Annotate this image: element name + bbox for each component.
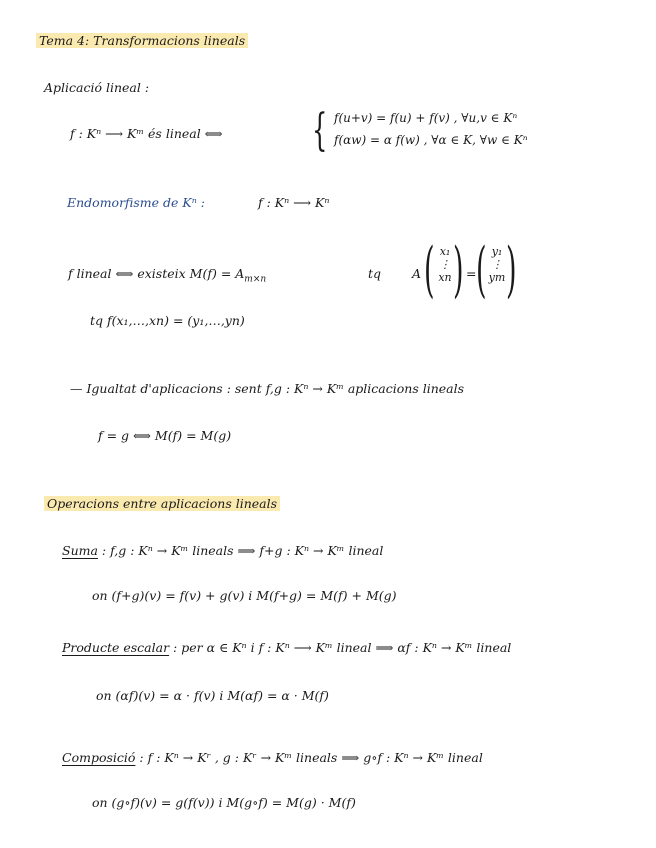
scalar-product-label: Producte escalar [62, 640, 170, 655]
scalar-product-text: : per α ∈ Kⁿ i f : Kⁿ ⟶ Kᵐ lineal ⟹ αf : Kⁿ → Kᵐ lineal [173, 640, 512, 655]
left-paren-y: ( [476, 235, 487, 305]
vector-x-last: xn [438, 271, 452, 284]
linear-condition-homogeneity: f(αw) = α f(w) , ∀α ∈ K, ∀w ∈ Kⁿ [334, 133, 528, 147]
equality-of-maps-line: — Igualtat d'aplicacions : sent f,g : Kⁿ → Kᵐ aplicacions lineals [70, 381, 465, 396]
equality-condition: f = g ⟺ M(f) = M(g) [98, 428, 232, 443]
right-paren-x: ) [453, 235, 464, 305]
right-paren-y: ) [506, 235, 517, 305]
scalar-product-line [62, 640, 511, 655]
tq-mapping-line: tq f(x₁,…,xn) = (y₁,…,yn) [90, 313, 245, 328]
scalar-product-formula: on (αf)(v) = α · f(v) i M(αf) = α · M(f) [96, 688, 329, 703]
vector-y-last: ym [488, 271, 506, 284]
sum-text: : f,g : Kⁿ → Kᵐ lineals ⟹ f+g : Kⁿ → Kᵐ lineal [101, 543, 384, 558]
tq-label: tq [368, 266, 382, 281]
matrix-association-text [68, 266, 266, 285]
linear-condition-additivity: f(u+v) = f(u) + f(v) , ∀u,v ∈ Kⁿ [334, 111, 518, 125]
matrix-equals: = [466, 266, 477, 281]
matrix-association-lhs: f lineal ⟺ existeix M(f) = A [68, 266, 245, 281]
page-title: Tema 4: Transformacions lineals [36, 33, 248, 48]
vector-y-first: y₁ [491, 245, 503, 258]
endomorphism-label: Endomorfisme de Kⁿ : [67, 195, 205, 210]
section-heading-linear-map: Aplicació lineal : [44, 80, 150, 95]
sum-label: Suma [62, 543, 98, 558]
linear-definition-lhs: f : Kⁿ ⟶ Kᵐ és lineal ⟺ [70, 126, 223, 141]
vector-y [486, 246, 508, 283]
matrix-dimension-subscript: m×n [244, 274, 267, 285]
matrix-a-symbol: A [412, 266, 422, 281]
vector-x-first: x₁ [439, 245, 451, 258]
composition-line [62, 750, 483, 765]
section-heading-operations: Operacions entre aplicacions lineals [44, 496, 280, 511]
composition-text: : f : Kⁿ → Kʳ , g : Kʳ → Kᵐ lineals ⟹ g∘f : Kⁿ → Kᵐ lineal [139, 750, 483, 765]
composition-label: Composició [62, 750, 136, 765]
endomorphism-definition: f : Kⁿ ⟶ Kⁿ [258, 195, 330, 210]
sum-line [62, 543, 383, 558]
vector-y-dots: ⋮ [491, 258, 503, 271]
left-paren-x: ( [424, 235, 435, 305]
composition-formula: on (g∘f)(v) = g(f(v)) i M(g∘f) = M(g) · M(f) [92, 795, 356, 810]
brace-symbol: { [312, 105, 328, 156]
vector-x-dots: ⋮ [439, 258, 451, 271]
sum-formula: on (f+g)(v) = f(v) + g(v) i M(f+g) = M(f) + M(g) [92, 588, 397, 603]
